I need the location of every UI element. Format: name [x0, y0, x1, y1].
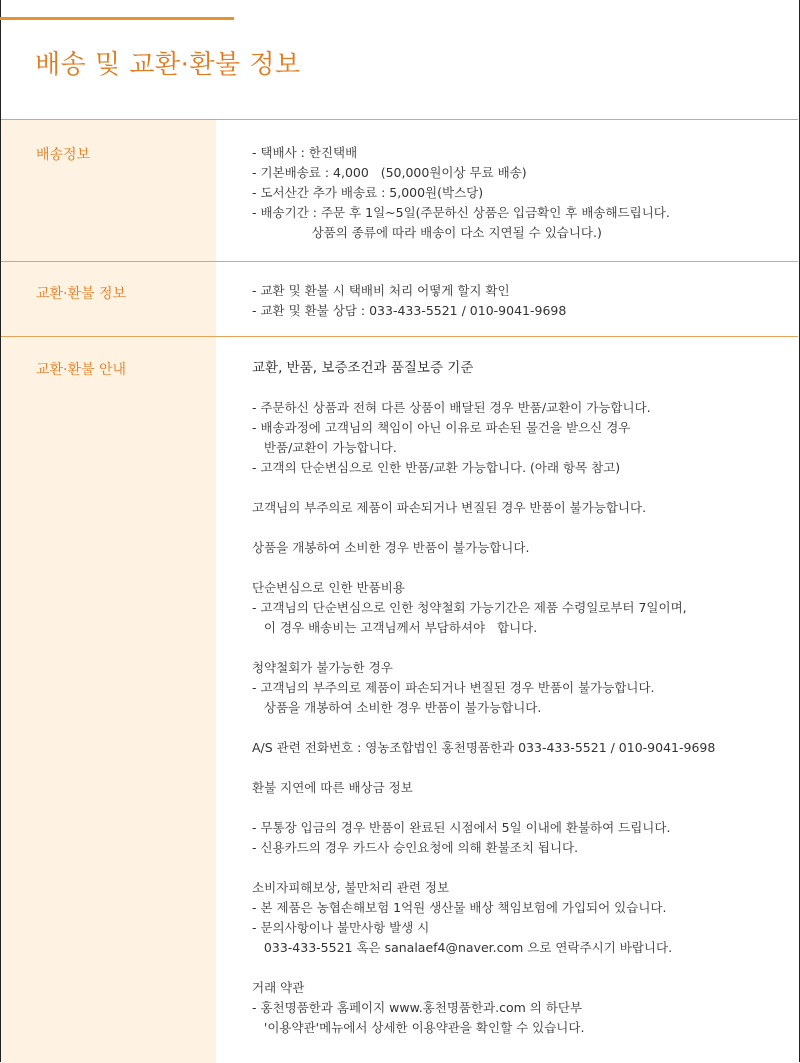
- content-line: A/S 관련 전화번호 : 영농조합법인 홍천명품한과 033-433-5521 / 010-9041-9698: [252, 740, 716, 755]
- content-line: - 무통장 입금의 경우 반품이 완료된 시점에서 5일 이내에 환불하여 드립니다.: [252, 820, 671, 835]
- content-line: - 본 제품은 농협손해보험 1억원 생산물 배상 책임보험에 가입되어 있습니다.: [252, 900, 667, 915]
- content-line: - 홍천명품한과 홈페이지 www.홍천명품한과.com 의 하단부: [252, 1000, 583, 1015]
- title-accent-bar: [0, 17, 234, 20]
- content-line: 상품을 개봉하여 소비한 경우 반품이 불가능합니다.: [252, 700, 542, 715]
- content-line: 청약철회가 불가능한 경우: [252, 660, 393, 675]
- line-gap: [252, 378, 715, 398]
- shipping-label-column: [1, 120, 216, 262]
- exchange-guide-content: [252, 358, 715, 1038]
- shipping-content: [252, 143, 670, 243]
- content-line: - 교환 및 환불 시 택배비 처리 어떻게 할지 확인: [252, 283, 510, 298]
- line-gap: [252, 518, 715, 538]
- content-line: - 고객의 단순변심으로 인한 반품/교환 가능합니다. (아래 항목 참고): [252, 460, 621, 475]
- exchange-info-content: [252, 281, 566, 321]
- line-gap: [252, 558, 715, 578]
- line-gap: [252, 758, 715, 778]
- line-gap: [252, 958, 715, 978]
- content-line: - 배송과정에 고객님의 책임이 아닌 이유로 파손된 물건을 받으신 경우: [252, 420, 631, 435]
- exchange-info-section: [1, 261, 798, 337]
- shipping-section: [1, 119, 798, 262]
- content-line: 이 경우 배송비는 고객님께서 부담하셔야 합니다.: [252, 620, 538, 635]
- exchange-guide-label-column: [1, 337, 216, 1063]
- content-line: 교환, 반품, 보증조건과 품질보증 기준: [252, 360, 474, 376]
- content-line: 단순변심으로 인한 반품비용: [252, 580, 405, 595]
- line-gap: [252, 798, 715, 818]
- content-line: 환불 지연에 따른 배상금 정보: [252, 780, 413, 795]
- content-line: - 택배사 : 한진택배: [252, 145, 358, 160]
- content-line: - 배송기간 : 주문 후 1일~5일(주문하신 상품은 입금확인 후 배송해드립니다.: [252, 205, 670, 220]
- content-line: - 주문하신 상품과 전혀 다른 상품이 배달된 경우 반품/교환이 가능합니다.: [252, 400, 651, 415]
- content-line: - 문의사항이나 불만사항 발생 시: [252, 920, 430, 935]
- content-line: - 교환 및 환불 상담 : 033-433-5521 / 010-9041-9698: [252, 303, 567, 318]
- content-line: 소비자피해보상, 불만처리 관련 정보: [252, 880, 450, 895]
- content-line: - 신용카드의 경우 카드사 승인요청에 의해 환불조치 됩니다.: [252, 840, 579, 855]
- content-line: 033-433-5521 혹은 sanalaef4@naver.com 으로 연락주시기 바랍니다.: [252, 940, 673, 955]
- content-line: 상품의 종류에 따라 배송이 다소 지연될 수 있습니다.): [252, 225, 602, 240]
- line-gap: [252, 478, 715, 498]
- content-line: - 기본배송료 : 4,000 (50,000원이상 무료 배송): [252, 165, 527, 180]
- content-line: - 고객님의 부주의로 제품이 파손되거나 변질된 경우 반품이 불가능합니다.: [252, 680, 655, 695]
- content-line: - 고객님의 단순변심으로 인한 청약철회 가능기간은 제품 수령일로부터 7일이며,: [252, 600, 687, 615]
- shipping-label: 배송정보: [36, 147, 91, 163]
- content-line: '이용약관'메뉴에서 상세한 이용약관을 확인할 수 있습니다.: [252, 1020, 585, 1035]
- content-line: 상품을 개봉하여 소비한 경우 반품이 불가능합니다.: [252, 540, 530, 555]
- line-gap: [252, 718, 715, 738]
- line-gap: [252, 858, 715, 878]
- content-line: - 도서산간 추가 배송료 : 5,000원(박스당): [252, 185, 484, 200]
- content-line: 반품/교환이 가능합니다.: [252, 440, 397, 455]
- line-gap: [252, 638, 715, 658]
- content-line: 고객님의 부주의로 제품이 파손되거나 변질된 경우 반품이 불가능합니다.: [252, 500, 647, 515]
- content-line: 거래 약관: [252, 980, 305, 995]
- exchange-guide-label: 교환·환불 안내: [36, 362, 127, 378]
- exchange-guide-section: [1, 336, 798, 1063]
- page-title: 배송 및 교환·환불 정보: [35, 50, 301, 80]
- exchange-info-label: 교환·환불 정보: [36, 286, 127, 302]
